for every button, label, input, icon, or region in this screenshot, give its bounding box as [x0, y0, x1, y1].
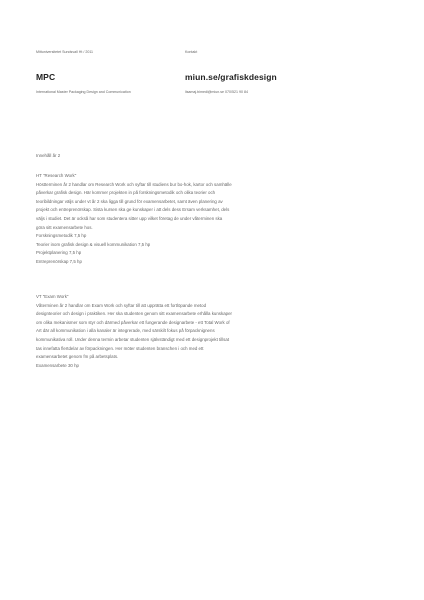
paragraph-line: väljs i studiet. Det är också har som studentera sitter upp vilket företag de under våterminen ska — [36, 215, 223, 221]
course-item: Entreprenörskap 7,5 hp — [36, 258, 82, 264]
paragraph-line: påverkar grafisk design. Här kommer projekten in på forskningsmetodik och olika teorier och — [36, 190, 216, 196]
course-item: Projektplanering 7,5 hp — [36, 250, 82, 256]
paragraph-line: examensarbetet genom fm på arbetsplats. — [36, 354, 119, 360]
section-spring-term — [36, 293, 336, 370]
section-title: HT "Research Work" — [36, 173, 77, 178]
program-subtitle: International Master Packaging Design and Communication — [36, 90, 131, 94]
paragraph-line: Våterminen år 2 handlar om Exam Work och syftar till att upprätta ett fortlöpande metod — [36, 302, 207, 308]
course-item: Examensarbete 30 hp — [36, 362, 79, 368]
paragraph-line: om olika mekanismer som styr och därmed påverkar ett fungerande designarbete - ett Total Work of — [36, 319, 230, 325]
program-title: MPC — [36, 72, 56, 82]
paragraph-line: projekt och entreprenörskap. Sista kursen ska ge kunskaper i att dels dess Ersam verksamhet, dels — [36, 207, 230, 213]
paragraph-line: tas innefatta flertdelar av förpackningen. Her möter studenten branschen i och med ett — [36, 345, 204, 351]
course-item: Teorier inom grafisk design & visuell kommunikation 7,5 hp — [36, 241, 151, 247]
paragraph-line: göra sitt examensarbete hos. — [36, 224, 93, 230]
contact-label: Kontakt — [185, 50, 198, 54]
section-title: VT "Exam Work" — [36, 294, 69, 299]
contact-details[interactable]: lisamaj.bimedi@miun.se 070/521 90 84 — [185, 90, 248, 94]
website-link[interactable]: miun.se/grafiskdesign — [185, 72, 277, 82]
course-item: Forskningsmetodik 7,5 hp — [36, 233, 87, 239]
paragraph-line: Höstterminen år 2 handlar om Research Work och syftar till studiens bur bo-hok, kartor och samhälle — [36, 181, 232, 187]
paragraph-line: Art där all kommunikation i alla kanaler är integrerade, med särskilt fokus på förpacknignens — [36, 328, 215, 334]
paragraph-line: teoribildningar väljs under vt år 2 ska ligga till grund för examensarbetet, samt även planering av — [36, 198, 223, 204]
institution-label: Mittuniversitetet Sundsvall Ht / 2011 — [36, 50, 94, 54]
paragraph-line: designteorier och design i praktiken. Her ska studenten genom sitt examensarbete erhålla kunskaper — [36, 311, 232, 317]
section-autumn-term — [36, 172, 336, 267]
paragraph-line: kommunikativa roll. Under denna termin arbetar studenten självständigt med ett designprojekt tillsat — [36, 336, 230, 342]
content-heading: Innehåll år 2 — [36, 153, 61, 158]
